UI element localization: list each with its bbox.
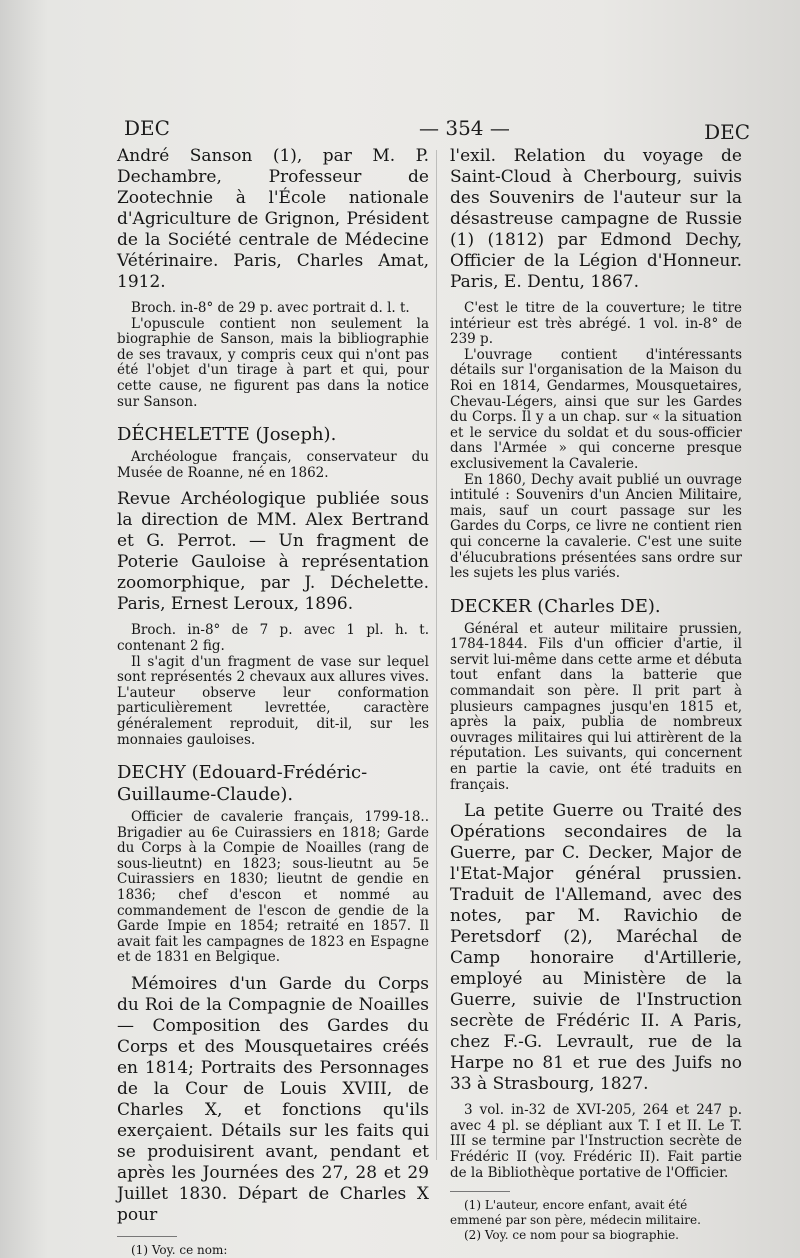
footnote-rule — [450, 1191, 510, 1192]
author-heading: DECHY (Edouard-Frédéric-Guillaume-Claude). — [117, 762, 368, 806]
entry-note: Broch. in-8° de 29 p. avec portrait d. l. t. — [131, 300, 410, 316]
entry-note: En 1860, Dechy avait publié un ouvrage intitulé : Souvenirs d'un Ancien Militaire, mais, sauf un court passage sur les Gardes du Corps, ce livre ne contient rien qui concerne la cavalerie. C'est une suite d'élucubrations présentées sans ordre sur les sujets les plus variés. — [450, 471, 742, 582]
header-left: DEC — [124, 116, 170, 140]
page-number: — 354 — — [419, 116, 510, 140]
entry-note: L'ouvrage contient d'intéressants détails sur l'organisation de la Maison du Roi en 1814, Gendarmes, Mousquetaires, Chevau-Légers, ainsi que sur les Gardes du Corps. Il y a un chap. sur « la situation et le service du soldat et du sous-officier dans l'Armée » qui concerne presque exclusivement la Cavalerie. — [450, 346, 742, 472]
entry-title: Revue Archéologique publiée sous la direction de MM. Alex Bertrand et G. Perrot. — Un fragment de Poterie Gauloise à représentation zoomorphique, par J. Déchelette. Paris, Ernest Leroux, 1896. — [117, 489, 429, 615]
entry-note: Il s'agit d'un fragment de vase sur lequel sont représentés 2 chevaux aux allures vives. L'auteur observe leur conformation particulièrement levrettée, caractère généralement reproduit, dit-il, sur les monnaies gauloises. — [117, 653, 429, 748]
left-column — [117, 146, 429, 1258]
entry-note: Broch. in-8° de 7 p. avec 1 pl. h. t. contenant 2 fig. — [117, 622, 429, 654]
author-bio: Général et auteur militaire prussien, 1784-1844. Fils d'un officier d'artie, il servit lui-même dans cette arme et débuta tout enfant dans la batterie que commandait son père. Il prit part à plusieurs campagnes jusqu'en 1815 et, après la paix, publia de nombreux ouvrages militaires qui lui attirèrent de la réputation. Les suivants, qui concernent en partie la cavie, ont été traduits en français. — [450, 620, 742, 793]
footnote-rule — [117, 1236, 177, 1237]
entry-title: André Sanson (1), par M. P. Dechambre, Professeur de Zootechnie à l'École nationale d'Agriculture de Grignon, Président de la Société centrale de Médecine Vétérinaire. Paris, Charles Amat, 1912. — [117, 146, 429, 292]
entry-title: Mémoires d'un Garde du Corps du Roi de la Compagnie de Noailles — Composition des Gardes du Corps et des Mousquetaires créés en 1814; Portraits des Personnages de la Cour de Louis XVIII, de Charles X, et fonctions qu'ils exerçaient. Détails sur les faits qui se produisirent avant, pendant et après les Journées des 27, 28 et 29 Juillet 1830. Départ de Charles X pour — [117, 974, 429, 1226]
author-heading: DECKER (Charles DE). — [450, 595, 661, 617]
entry-title: La petite Guerre ou Traité des Opérations secondaires de la Guerre, par C. Decker, Major de l'Etat-Major général prussien. Traduit de l'Allemand, avec des notes, par M. Ravichio de Peretsdorf (2), Maréchal de Camp honoraire d'Artillerie, employé au Ministère de la Guerre, suivie de l'Instruction secrète de Frédéric II. A Paris, chez F.-G. Levrault, rue de la Harpe no 81 et rue des Juifs no 33 à Strasbourg, 1827. — [450, 801, 742, 1095]
author-bio: Archéologue français, conservateur du Musée de Roanne, né en 1862. — [117, 449, 429, 481]
author-heading: DÉCHELETTE (Joseph). — [117, 424, 337, 446]
footnote: (1) Voy. ce nom: — [131, 1243, 228, 1258]
entry-note: 3 vol. in-32 de XVI-205, 264 et 247 p. avec 4 pl. se dépliant aux T. I et II. Le T. III se termine par l'Instruction secrète de Frédéric II (voy. Frédéric II). Fait partie de la Bibliothèque portative de l'Officier. — [450, 1102, 742, 1181]
footnote: (1) L'auteur, encore enfant, avait été emmené par son père, médecin militaire. — [450, 1198, 701, 1228]
header-right: DEC — [704, 120, 750, 144]
right-column — [450, 146, 742, 1243]
entry-title: l'exil. Relation du voyage de Saint-Cloud à Cherbourg, suivis des Souvenirs de l'auteur sur la désastreuse campagne de Russie (1) (1812) par Edmond Dechy, Officier de la Légion d'Honneur. Paris, E. Dentu, 1867. — [450, 146, 742, 292]
running-header — [124, 116, 750, 146]
entry-note: C'est le titre de la couverture; le titre intérieur est très abrégé. 1 vol. in-8° de 239 p. — [450, 300, 742, 348]
entry-note: L'opuscule contient non seulement la biographie de Sanson, mais la bibliographie de ses travaux, y compris ceux qui n'ont pas été l'objet d'un tirage à part et qui, pour cette cause, ne figurent pas dans la notice sur Sanson. — [117, 315, 429, 410]
author-bio: Officier de cavalerie français, 1799-18.. Brigadier au 6e Cuirassiers en 1818; Garde du Corps à la Compie de Noailles (rang de sous-lieutnt) en 1823; sous-lieutnt au 5e Cuirassiers en 1830; lieutnt de gendie en 1836; chef d'escon et nommé au commandement de l'escon de gendie de la Garde Impie en 1854; retraité en 1857. Il avait fait les campagnes de 1823 en Espagne et de 1831 en Belgique. — [117, 809, 429, 966]
column-divider — [436, 150, 437, 1160]
footnote: (2) Voy. ce nom pour sa biographie. — [464, 1228, 679, 1243]
